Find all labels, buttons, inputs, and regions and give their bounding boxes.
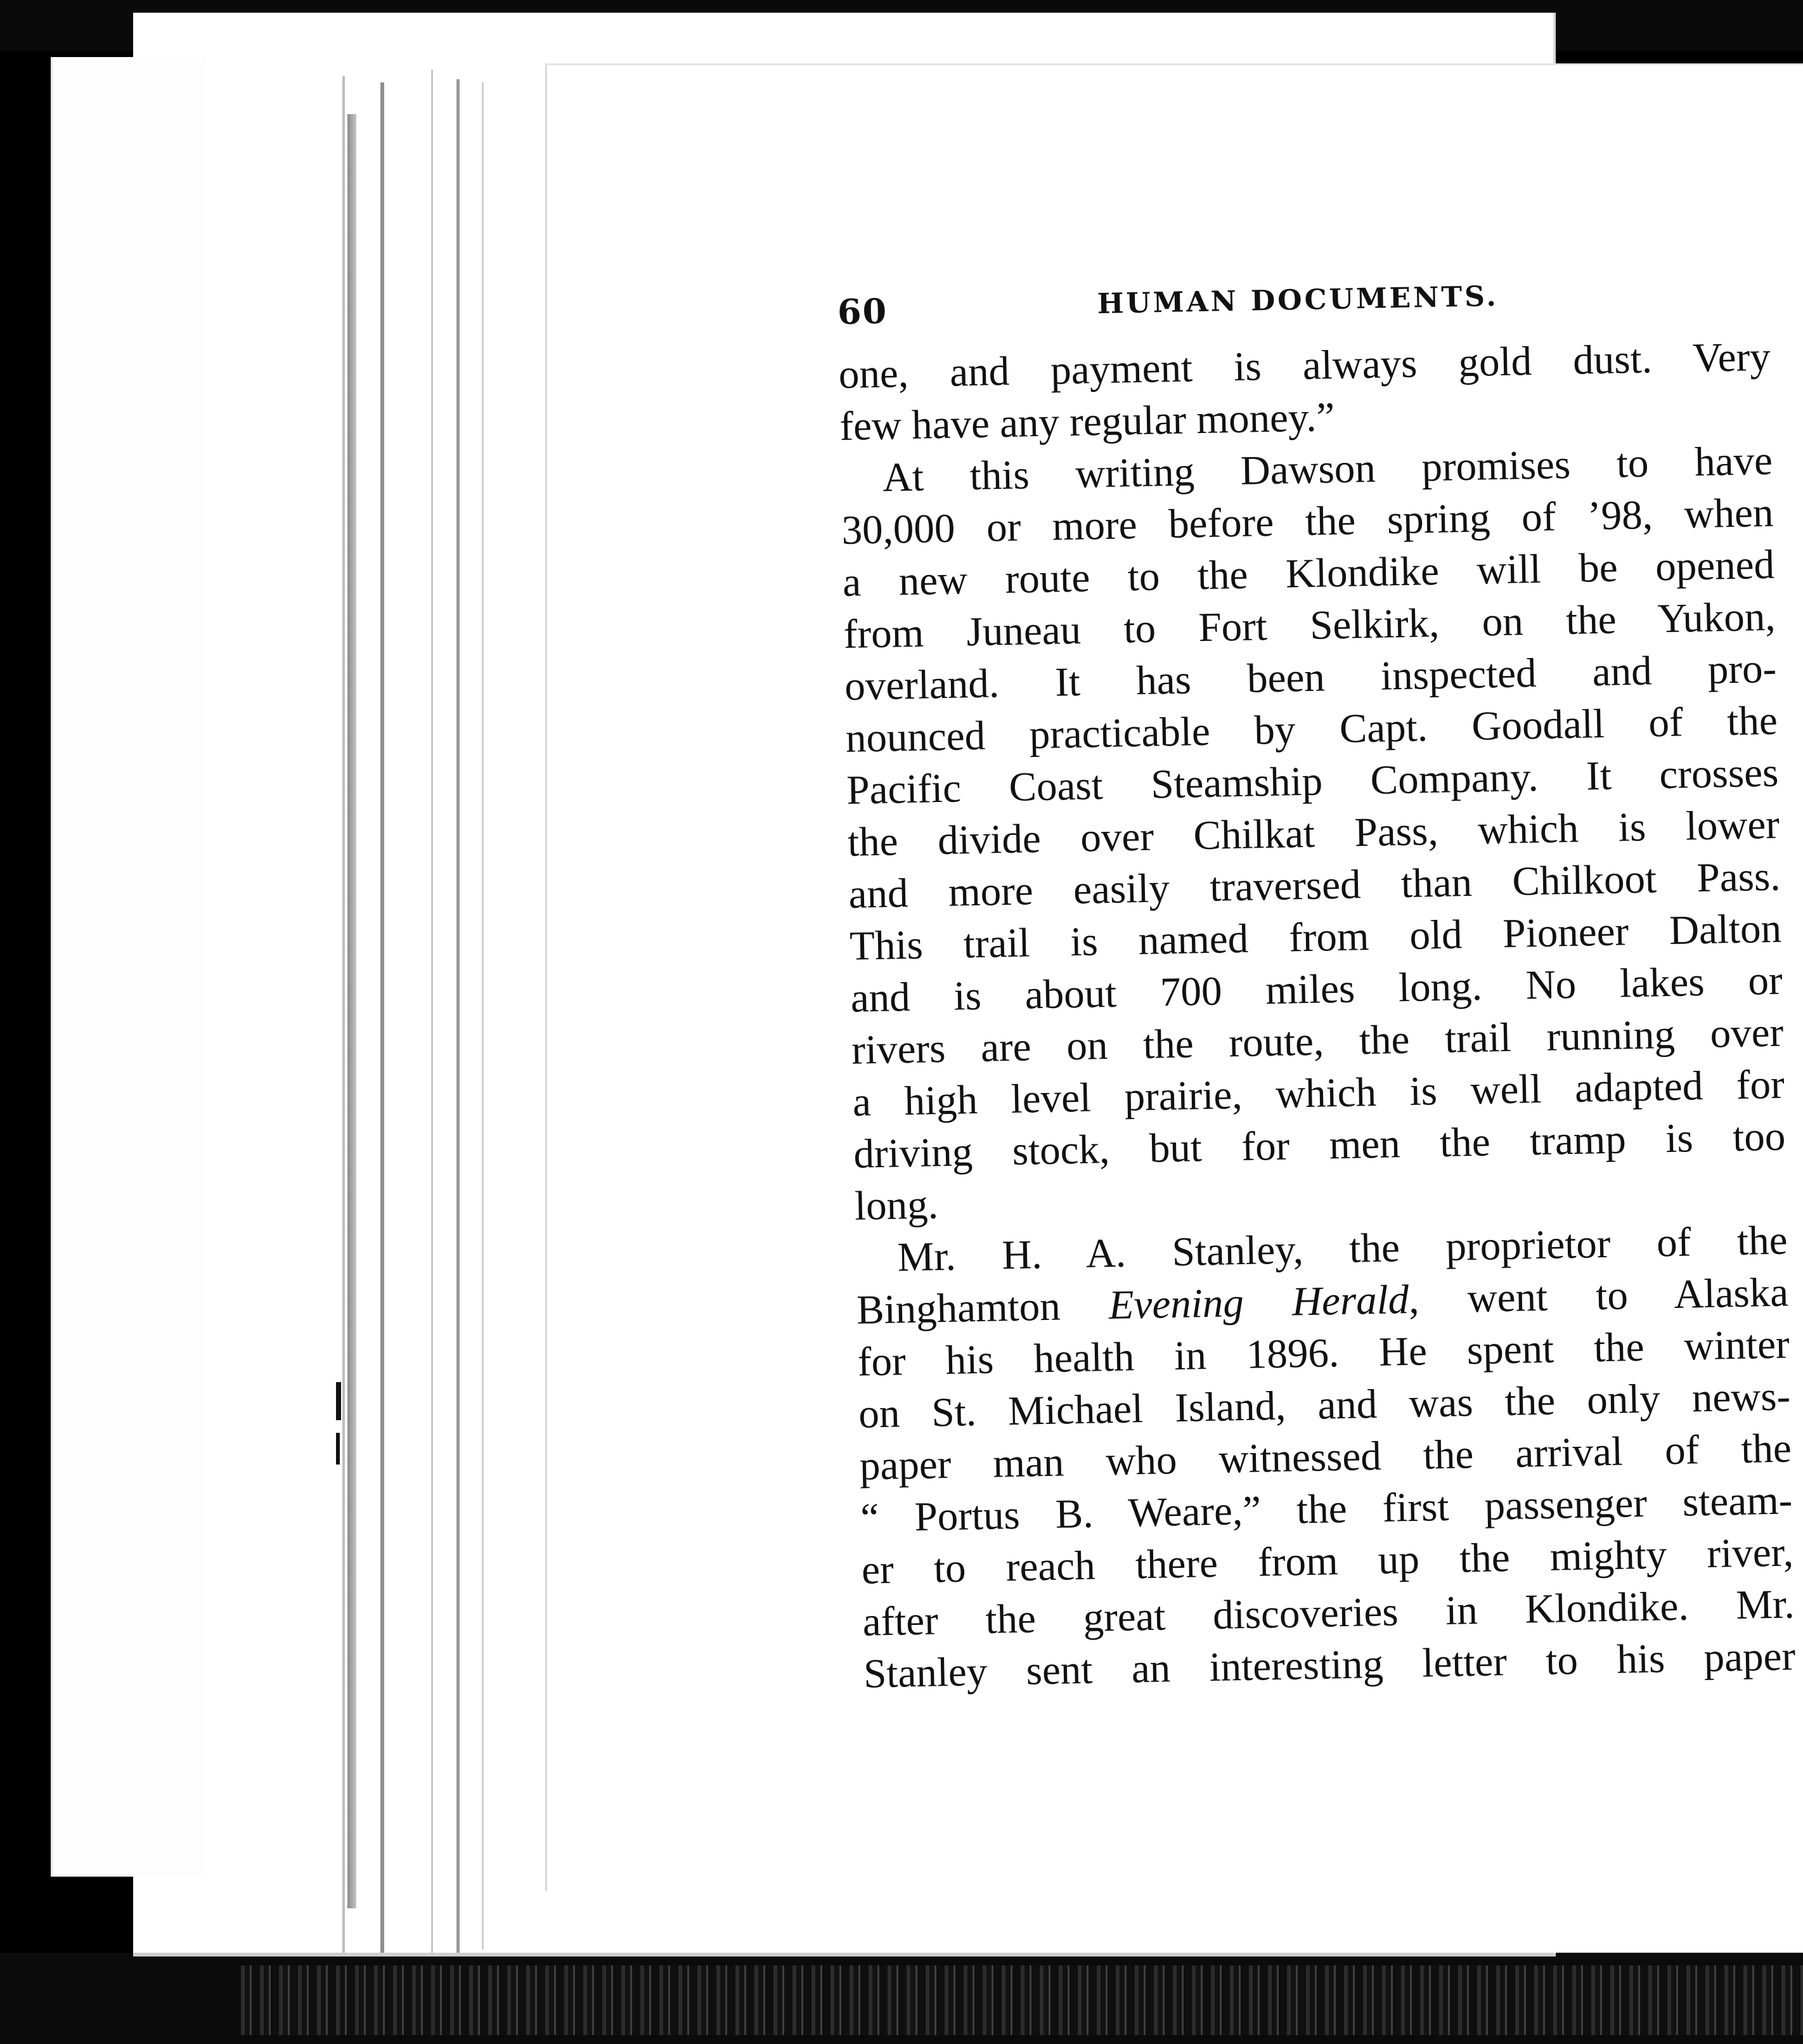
spine-shadow (347, 114, 356, 1908)
text-line: 30,000 or more before the spring of ’98, when (841, 489, 1774, 553)
text-line: and more easily traversed than Chilkoot Pass. (848, 853, 1781, 917)
text-line: a high level prairie, which is well adapted for (852, 1061, 1785, 1125)
paragraph-3 (855, 1215, 1796, 1700)
text-line: Stanley sent an interesting letter to his paper (863, 1633, 1796, 1697)
spine-marks (336, 1382, 349, 1484)
text-line: er to reach there from up the mighty river, (861, 1529, 1794, 1593)
text-line: paper man who witnessed the arrival of the (859, 1425, 1792, 1489)
book-edge-texture (241, 1965, 1803, 2035)
text-line: on St. Michael Island, and was the only news- (858, 1373, 1791, 1437)
text-run: , went to Alaska (1408, 1269, 1789, 1323)
text-line: overland. It has been inspected and pro- (844, 645, 1777, 709)
back-page-left-edge (51, 57, 205, 1877)
text-run: Binghamton (856, 1283, 1109, 1333)
paragraph-1 (838, 331, 1772, 453)
running-title: HUMAN DOCUMENTS. (1097, 280, 1499, 321)
text-line: a new route to the Klondike will be opened (842, 541, 1775, 605)
text-line: the divide over Chilkat Pass, which is lower (847, 801, 1780, 865)
page-number: 60 (837, 290, 888, 332)
text-line: long. (854, 1182, 939, 1229)
paragraph-2 (840, 435, 1787, 1232)
text-line: Mr. H. A. Stanley, the proprietor of the (896, 1217, 1788, 1281)
text-line: At this writing Dawson promises to have (882, 437, 1773, 501)
text-line: driving stock, but for men the tramp is too (853, 1113, 1786, 1177)
text-line: for his health in 1896. He spent the winter (857, 1321, 1790, 1385)
text-line: after the great discoveries in Klondike. Mr. (862, 1581, 1795, 1645)
newspaper-title: Evening Herald (1108, 1276, 1409, 1329)
text-line: “ Portus B. Weare,” the first passenger steam- (860, 1477, 1793, 1541)
page-content (837, 261, 1796, 1700)
text-line: rivers are on the route, the trail running over (851, 1009, 1784, 1073)
text-line: This trail is named from old Pioneer Dalton (849, 905, 1782, 969)
text-line: few have any regular money.” (839, 394, 1335, 450)
text-line: one, and payment is always gold dust. Very (838, 333, 1771, 398)
text-line: nounced practicable by Capt. Goodall of the (845, 697, 1778, 761)
text-line: and is about 700 miles long. No lakes or (850, 957, 1783, 1021)
text-line: from Juneau to Fort Selkirk, on the Yukon, (843, 593, 1776, 657)
text-line: Pacific Coast Steamship Company. It crosses (846, 749, 1779, 813)
